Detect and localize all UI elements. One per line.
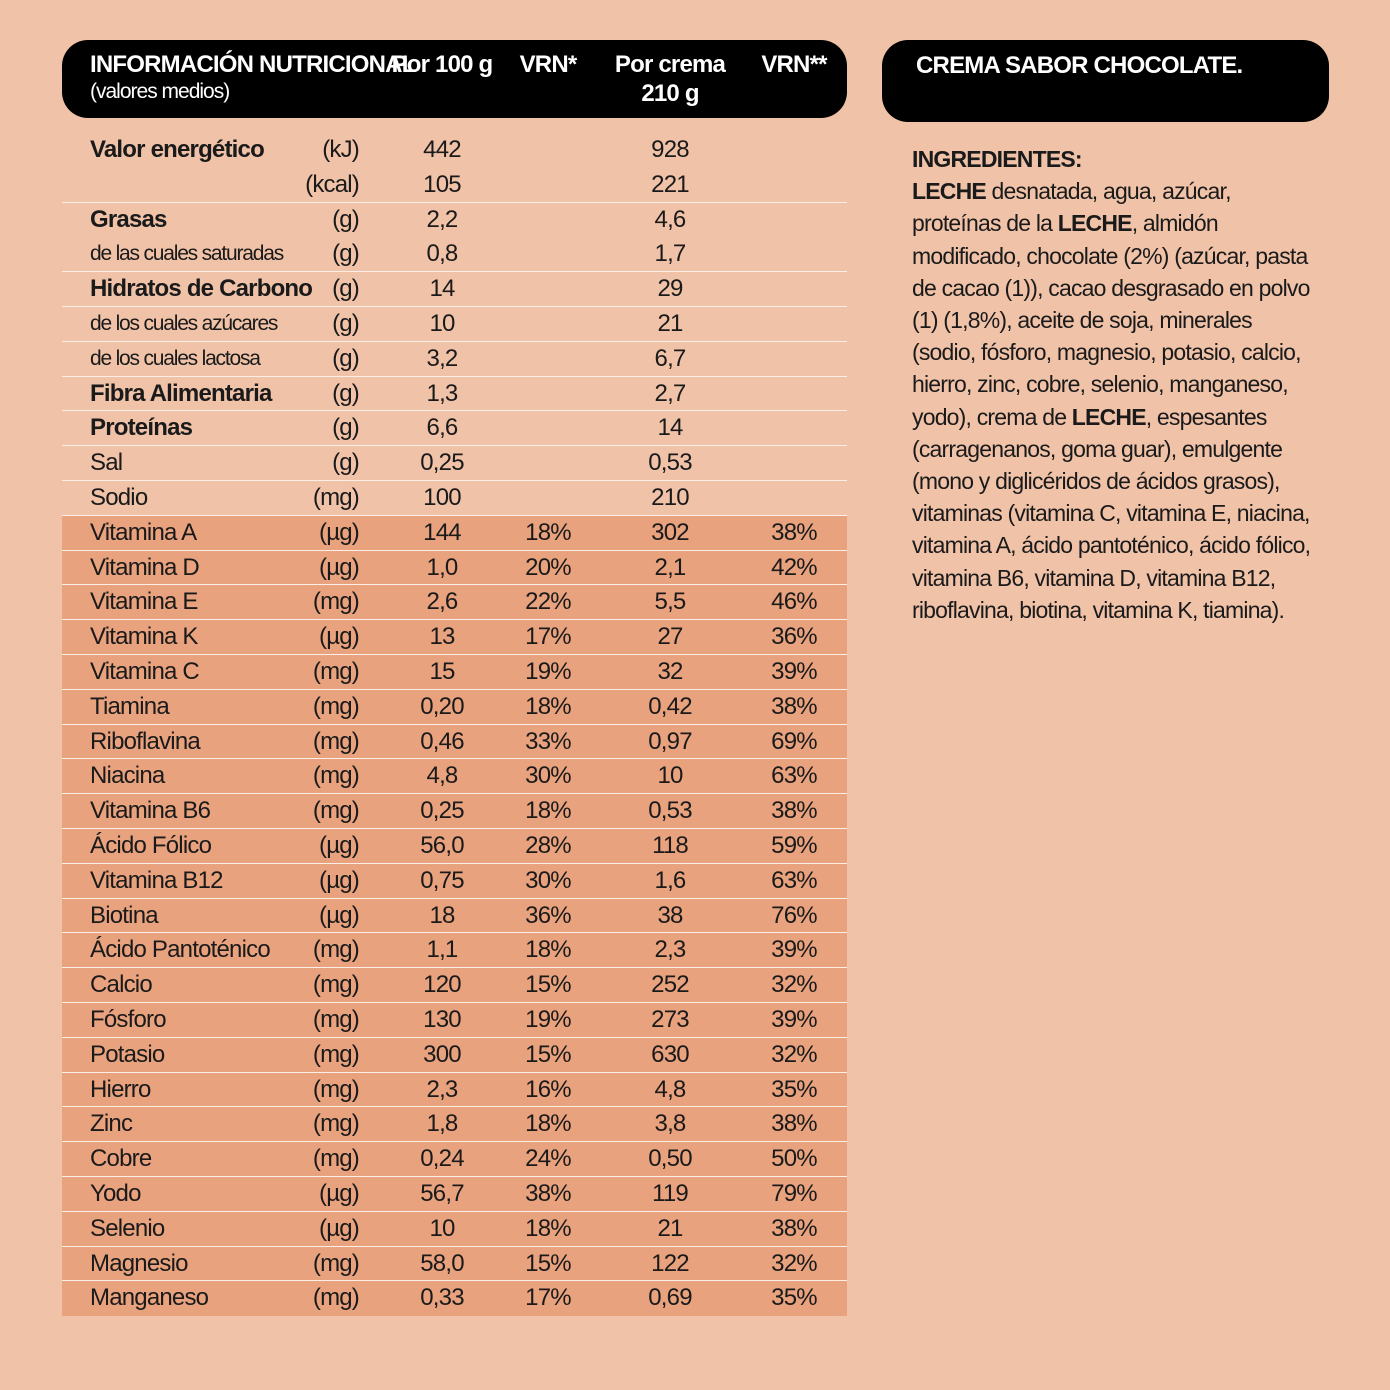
unit-cell: (g)	[332, 414, 359, 442]
ingredients-segment: , almidón modificado, chocolate (2%) (azúcar, pasta de cacao (1)), cacao desgrasado en polvo (1) (1,8%), aceite de soja, minerales (sodio, fósforo, magnesio, potasio, calcio, hierro, zinc, cobre, selenio, manganeso, yodo), crema de	[912, 210, 1310, 430]
vrn-per-cream-cell: 38%	[771, 1214, 817, 1242]
nutrient-name: Vitamina B12	[90, 866, 223, 894]
vrn-per-cream-cell: 39%	[771, 657, 817, 685]
unit-cell: (µg)	[319, 866, 359, 894]
unit-cell: (µg)	[319, 518, 359, 546]
table-row	[62, 203, 847, 238]
vrn-per-cream-cell: 39%	[771, 1005, 817, 1033]
per-cream-cell: 2,7	[654, 379, 686, 407]
table-row	[62, 829, 847, 864]
table-row	[62, 551, 847, 586]
per-100g-cell: 0,8	[426, 240, 458, 268]
nutrition-table-header	[62, 40, 847, 118]
vrn-per-100g-cell: 15%	[525, 1249, 571, 1277]
per-100g-cell: 0,75	[420, 866, 464, 894]
table-row	[62, 307, 847, 342]
vrn-per-100g-cell: 36%	[525, 901, 571, 929]
per-100g-cell: 144	[423, 518, 461, 546]
nutrient-name: Potasio	[90, 1040, 165, 1068]
per-cream-cell: 273	[651, 1005, 689, 1033]
unit-cell: (µg)	[319, 553, 359, 581]
per-100g-cell: 1,3	[426, 379, 458, 407]
per-100g-cell: 100	[423, 483, 461, 511]
table-row	[62, 446, 847, 481]
nutrient-name: Vitamina B6	[90, 797, 211, 825]
vrn-per-100g-cell: 18%	[525, 936, 571, 964]
table-row	[62, 620, 847, 655]
per-cream-cell: 3,8	[654, 1110, 686, 1138]
vrn-per-100g-cell: 22%	[525, 588, 571, 616]
vrn-per-cream-cell: 35%	[771, 1284, 817, 1312]
ingredients-block	[912, 143, 1312, 626]
unit-cell: (mg)	[312, 971, 359, 999]
unit-cell: (kcal)	[305, 170, 359, 198]
table-row	[62, 933, 847, 968]
table-row	[62, 864, 847, 899]
nutrient-name: Vitamina K	[90, 623, 198, 651]
vrn-per-100g-cell: 28%	[525, 831, 571, 859]
per-100g-cell: 1,8	[426, 1110, 458, 1138]
per-cream-cell: 0,69	[648, 1284, 692, 1312]
per-100g-cell: 2,2	[426, 205, 458, 233]
per-cream-cell: 119	[652, 1179, 688, 1207]
nutrient-name: Fibra Alimentaria	[90, 379, 272, 407]
vrn-per-100g-cell: 30%	[525, 866, 571, 894]
per-100g-cell: 1,0	[426, 553, 458, 581]
table-row	[62, 585, 847, 620]
per-cream-cell: 10	[657, 762, 683, 790]
per-100g-cell: 2,3	[426, 1075, 458, 1103]
nutrient-name: Vitamina A	[90, 518, 197, 546]
vrn-per-cream-cell: 32%	[771, 971, 817, 999]
table-row	[62, 655, 847, 690]
vrn-per-100g-cell: 15%	[525, 1040, 571, 1068]
unit-cell: (mg)	[312, 692, 359, 720]
vrn-per-cream-cell: 59%	[771, 831, 817, 859]
per-100g-cell: 442	[423, 136, 461, 163]
vrn-per-cream-cell: 46%	[771, 588, 817, 616]
per-cream-cell: 210	[651, 483, 689, 511]
nutrient-name: Calcio	[90, 971, 152, 999]
per-100g-cell: 13	[429, 623, 455, 651]
unit-cell: (mg)	[312, 1110, 359, 1138]
per-100g-cell: 58,0	[420, 1249, 464, 1277]
unit-cell: (kJ)	[322, 136, 359, 163]
nutrient-name: Fósforo	[90, 1005, 166, 1033]
table-row	[62, 690, 847, 725]
table-row	[62, 968, 847, 1003]
nutrient-name: Vitamina C	[90, 657, 199, 685]
unit-cell: (µg)	[319, 901, 359, 929]
per-cream-cell: 0,53	[648, 797, 692, 825]
table-row	[62, 133, 847, 168]
per-100g-cell: 10	[429, 309, 455, 337]
vrn-per-cream-cell: 32%	[771, 1249, 817, 1277]
nutrient-name: Zinc	[90, 1110, 133, 1138]
vrn-per-cream-cell: 63%	[771, 762, 817, 790]
per-cream-cell: 0,53	[648, 449, 692, 477]
unit-cell: (mg)	[312, 1040, 359, 1068]
vrn-per-cream-cell: 36%	[771, 623, 817, 651]
unit-cell: (µg)	[319, 1214, 359, 1242]
vrn-per-cream-cell: 79%	[771, 1179, 817, 1207]
nutrient-name: Selenio	[90, 1214, 165, 1242]
per-100g-cell: 18	[429, 901, 455, 929]
per-cream-cell: 0,42	[648, 692, 692, 720]
table-row	[62, 899, 847, 934]
vrn-per-100g-cell: 19%	[525, 1005, 571, 1033]
table-row	[62, 1247, 847, 1282]
per-cream-cell: 0,50	[648, 1145, 692, 1173]
table-row	[62, 481, 847, 516]
vrn-per-cream-cell: 38%	[771, 692, 817, 720]
table-row	[62, 516, 847, 551]
ingredients-segment: , espesantes (carragenanos, goma guar), emulgente (mono y diglicéridos de ácidos grasos), vitaminas (vitamina C, vitamina E, niacina, vitamina A, ácido pantoténico, ácido fólico, vitamina B6, vitamina D, vitamina B12, riboflavina, biotina, vitamina K, tiamina).	[912, 403, 1311, 623]
vrn-per-cream-cell: 38%	[771, 1110, 817, 1138]
ingredients-segment: desnatada, agua, azúcar, proteínas de la	[912, 178, 1231, 237]
unit-cell: (mg)	[312, 1005, 359, 1033]
unit-cell: (mg)	[312, 483, 359, 511]
unit-cell: (mg)	[312, 1284, 359, 1312]
vrn-per-cream-cell: 76%	[771, 901, 817, 929]
nutrient-name: Valor energético	[90, 136, 264, 163]
unit-cell: (mg)	[312, 1075, 359, 1103]
per-cream-cell: 38	[657, 901, 683, 929]
per-100g-cell: 6,6	[426, 414, 458, 442]
unit-cell: (g)	[332, 344, 359, 372]
unit-cell: (mg)	[312, 797, 359, 825]
vrn-per-100g-cell: 15%	[525, 971, 571, 999]
nutrient-name: Vitamina E	[90, 588, 198, 616]
per-100g-cell: 0,20	[420, 692, 464, 720]
per-100g-cell: 15	[429, 657, 455, 685]
vrn-per-100g-cell: 38%	[525, 1179, 571, 1207]
per-100g-cell: 0,33	[420, 1284, 464, 1312]
table-row	[62, 1038, 847, 1073]
vrn-per-100g-cell: 18%	[525, 518, 571, 546]
table-row	[62, 342, 847, 377]
per-cream-cell: 1,7	[654, 240, 686, 268]
per-100g-cell: 2,6	[426, 588, 458, 616]
per-cream-cell: 2,3	[654, 936, 686, 964]
vrn-per-cream-cell: 32%	[771, 1040, 817, 1068]
nutrient-name: Proteínas	[90, 414, 193, 442]
per-cream-cell: 122	[651, 1249, 689, 1277]
table-row	[62, 272, 847, 307]
table-row	[62, 411, 847, 446]
unit-cell: (mg)	[312, 936, 359, 964]
per-cream-cell: 21	[657, 309, 683, 337]
nutrient-name: Niacina	[90, 762, 165, 790]
table-row	[62, 759, 847, 794]
vrn-per-cream-cell: 35%	[771, 1075, 817, 1103]
nutrient-name: Ácido Fólico	[90, 831, 212, 859]
nutrient-name: de los cuales azúcares	[90, 311, 278, 335]
vrn-per-cream-cell: 38%	[771, 518, 817, 546]
unit-cell: (µg)	[319, 831, 359, 859]
table-row	[62, 725, 847, 760]
vrn-per-100g-cell: 33%	[525, 727, 571, 755]
unit-cell: (mg)	[312, 588, 359, 616]
nutrient-name: Vitamina D	[90, 553, 199, 581]
unit-cell: (g)	[332, 240, 359, 268]
column-header-per-cream-weight: 210 g	[641, 80, 699, 107]
per-cream-cell: 118	[652, 831, 688, 859]
unit-cell: (µg)	[319, 623, 359, 651]
vrn-per-100g-cell: 19%	[525, 657, 571, 685]
column-header-per-100g: Por 100 g	[391, 51, 493, 78]
unit-cell: (mg)	[312, 657, 359, 685]
nutrient-name: Yodo	[90, 1179, 141, 1207]
table-row	[62, 1177, 847, 1212]
per-100g-cell: 56,0	[420, 831, 464, 859]
per-cream-cell: 6,7	[654, 344, 686, 372]
per-cream-cell: 4,8	[654, 1075, 686, 1103]
nutrient-name: de las cuales saturadas	[90, 242, 284, 266]
per-cream-cell: 27	[657, 623, 683, 651]
product-title-banner	[882, 40, 1329, 122]
nutrient-name: Ácido Pantoténico	[90, 936, 270, 964]
per-100g-cell: 4,8	[426, 762, 458, 790]
per-100g-cell: 0,25	[420, 797, 464, 825]
vrn-per-cream-cell: 38%	[771, 797, 817, 825]
table-row	[62, 1212, 847, 1247]
nutrition-title: INFORMACIÓN NUTRICIONAL	[90, 51, 416, 78]
vrn-per-cream-cell: 63%	[771, 866, 817, 894]
nutrient-name: Grasas	[90, 205, 167, 233]
per-cream-cell: 32	[657, 657, 683, 685]
per-cream-cell: 2,1	[654, 553, 686, 581]
per-cream-cell: 252	[651, 971, 689, 999]
nutrient-name: Cobre	[90, 1145, 152, 1173]
vrn-per-100g-cell: 17%	[525, 623, 571, 651]
per-100g-cell: 130	[423, 1005, 461, 1033]
per-100g-cell: 120	[423, 971, 461, 999]
per-100g-cell: 300	[423, 1040, 461, 1068]
vrn-per-100g-cell: 16%	[525, 1075, 571, 1103]
table-row	[62, 1073, 847, 1108]
vrn-per-100g-cell: 18%	[525, 1110, 571, 1138]
table-row	[62, 237, 847, 272]
per-100g-cell: 0,46	[420, 727, 464, 755]
unit-cell: (mg)	[312, 762, 359, 790]
nutrient-name: Manganeso	[90, 1284, 209, 1312]
vrn-per-100g-cell: 18%	[525, 692, 571, 720]
per-100g-cell: 10	[429, 1214, 455, 1242]
allergen-highlight: LECHE	[1057, 210, 1132, 237]
nutrition-table	[62, 133, 847, 1316]
vrn-per-100g-cell: 18%	[525, 1214, 571, 1242]
vrn-per-cream-cell: 39%	[771, 936, 817, 964]
per-cream-cell: 928	[651, 136, 689, 163]
per-100g-cell: 1,1	[426, 936, 458, 964]
nutrient-name: Magnesio	[90, 1249, 188, 1277]
vrn-per-cream-cell: 69%	[771, 727, 817, 755]
per-100g-cell: 14	[429, 275, 455, 303]
column-header-vrn-1: VRN*	[519, 51, 577, 78]
unit-cell: (mg)	[312, 1145, 359, 1173]
unit-cell: (µg)	[319, 1179, 359, 1207]
per-cream-cell: 4,6	[654, 205, 686, 233]
unit-cell: (g)	[332, 379, 359, 407]
table-row	[62, 1281, 847, 1316]
nutrient-name: de los cuales lactosa	[90, 346, 260, 370]
per-cream-cell: 0,97	[648, 727, 692, 755]
table-row	[62, 377, 847, 412]
nutrient-name: Biotina	[90, 901, 158, 929]
per-cream-cell: 21	[657, 1214, 683, 1242]
per-100g-cell: 56,7	[420, 1179, 464, 1207]
vrn-per-100g-cell: 30%	[525, 762, 571, 790]
per-cream-cell: 1,6	[654, 866, 686, 894]
vrn-per-100g-cell: 17%	[525, 1284, 571, 1312]
per-100g-cell: 0,25	[420, 449, 464, 477]
per-cream-cell: 29	[657, 275, 683, 303]
nutrient-name: Sal	[90, 449, 123, 477]
vrn-per-cream-cell: 50%	[771, 1145, 817, 1173]
ingredients-label: INGREDIENTES:	[912, 146, 1082, 172]
table-row	[62, 794, 847, 829]
per-100g-cell: 3,2	[426, 344, 458, 372]
unit-cell: (g)	[332, 309, 359, 337]
per-cream-cell: 302	[651, 518, 689, 546]
unit-cell: (mg)	[312, 1249, 359, 1277]
table-row	[62, 1003, 847, 1038]
nutrient-name: Tiamina	[90, 692, 169, 720]
per-cream-cell: 630	[651, 1040, 689, 1068]
unit-cell: (g)	[332, 275, 359, 303]
nutrition-subtitle: (valores medios)	[90, 80, 230, 103]
nutrient-name: Hierro	[90, 1075, 151, 1103]
nutrient-name: Riboflavina	[90, 727, 200, 755]
ingredients-text	[912, 178, 1310, 623]
table-row	[62, 1107, 847, 1142]
unit-cell: (g)	[332, 205, 359, 233]
table-row	[62, 1142, 847, 1177]
per-100g-cell: 105	[423, 170, 461, 198]
column-header-per-cream: Por crema	[614, 51, 726, 78]
vrn-per-100g-cell: 18%	[525, 797, 571, 825]
nutrient-name: Hidratos de Carbono	[90, 275, 313, 303]
vrn-per-cream-cell: 42%	[771, 553, 817, 581]
allergen-highlight: LECHE	[912, 178, 986, 205]
product-title: CREMA SABOR CHOCOLATE.	[916, 52, 1243, 79]
unit-cell: (mg)	[312, 727, 359, 755]
unit-cell: (g)	[332, 449, 359, 477]
per-cream-cell: 221	[651, 170, 689, 198]
per-cream-cell: 5,5	[654, 588, 686, 616]
nutrient-name: Sodio	[90, 483, 148, 511]
vrn-per-100g-cell: 20%	[525, 553, 571, 581]
vrn-per-100g-cell: 24%	[525, 1145, 571, 1173]
per-100g-cell: 0,24	[420, 1145, 464, 1173]
per-cream-cell: 14	[657, 414, 683, 442]
column-header-vrn-2: VRN**	[761, 51, 827, 78]
allergen-highlight: LECHE	[1071, 403, 1146, 430]
table-row	[62, 168, 847, 203]
